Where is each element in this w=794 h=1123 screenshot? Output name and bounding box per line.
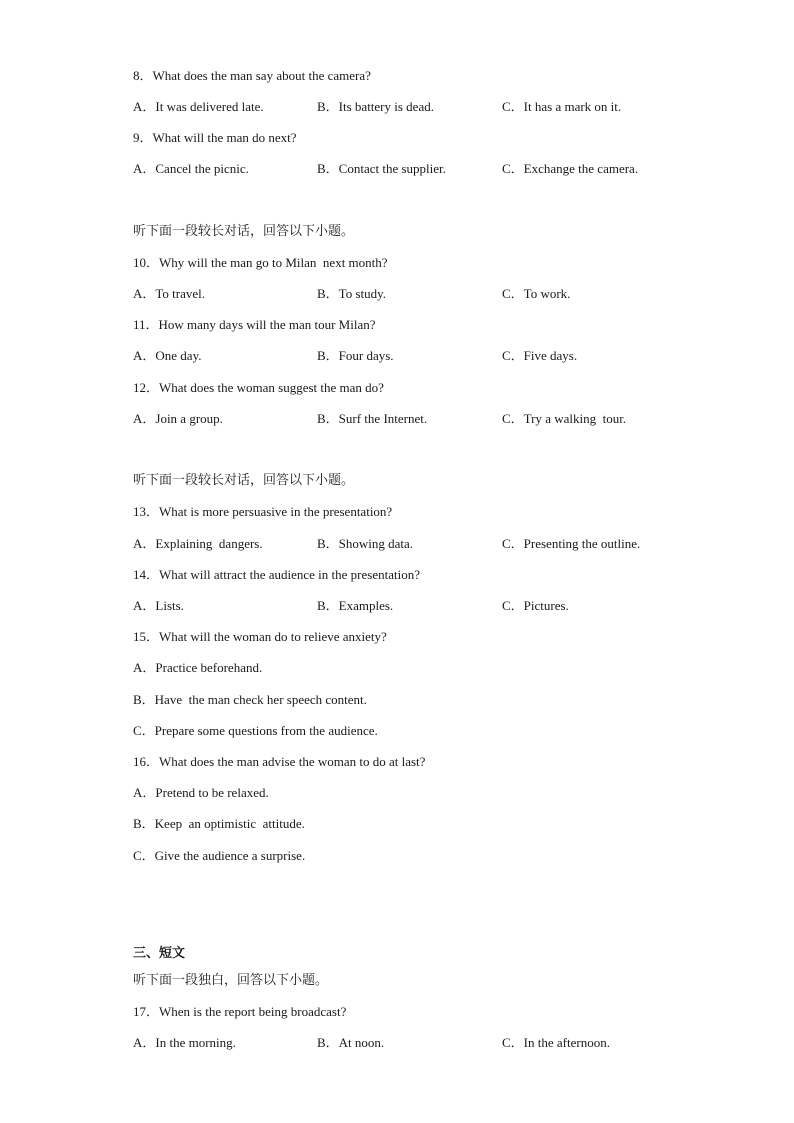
- question-11-option-c: C．Five days.: [502, 348, 578, 363]
- question-13-option-c: C．Presenting the outline.: [502, 536, 641, 551]
- question-8-option-b: B．Its battery is dead.: [317, 99, 434, 114]
- question-14-option-b: B．Examples.: [317, 598, 394, 613]
- question-14-option-a: A．Lists.: [133, 598, 184, 613]
- question-15-stem: 15．What will the woman do to relieve anxiety?: [133, 629, 387, 644]
- question-12-option-c: C．Try a walking tour.: [502, 411, 627, 426]
- question-11-option-a: A．One day.: [133, 348, 202, 363]
- question-15-option-b: B．Have the man check her speech content.: [133, 692, 367, 707]
- instruction-2: 听下面一段较长对话，回答以下小题。: [133, 473, 355, 488]
- question-10-option-b: B．To study.: [317, 286, 387, 301]
- question-16-option-a: A．Pretend to be relaxed.: [133, 785, 269, 800]
- question-16-option-b: B．Keep an optimistic attitude.: [133, 816, 305, 831]
- question-17-option-a: A．In the morning.: [133, 1035, 236, 1050]
- question-12-option-b: B．Surf the Internet.: [317, 411, 428, 426]
- question-8-option-a: A．It was delivered late.: [133, 99, 264, 114]
- question-10-option-c: C．To work.: [502, 286, 571, 301]
- question-13-option-b: B．Showing data.: [317, 536, 414, 551]
- question-15-option-c: C．Prepare some questions from the audience.: [133, 723, 378, 738]
- question-9-option-b: B．Contact the supplier.: [317, 161, 446, 176]
- question-9-option-c: C．Exchange the camera.: [502, 161, 639, 176]
- question-16-stem: 16．What does the man advise the woman to do at last?: [133, 754, 426, 769]
- question-10-option-a: A．To travel.: [133, 286, 206, 301]
- section-heading: 三、短文: [133, 946, 186, 961]
- question-12-option-a: A．Join a group.: [133, 411, 223, 426]
- question-17-option-b: B．At noon.: [317, 1035, 385, 1050]
- question-14-stem: 14．What will attract the audience in the presentation?: [133, 567, 420, 582]
- question-8-stem: 8．What does the man say about the camera?: [133, 68, 371, 83]
- question-11-option-b: B．Four days.: [317, 348, 394, 363]
- instruction-1: 听下面一段较长对话，回答以下小题。: [133, 224, 355, 239]
- question-17-stem: 17．When is the report being broadcast?: [133, 1004, 347, 1019]
- question-16-option-c: C．Give the audience a surprise.: [133, 848, 306, 863]
- question-13-option-a: A．Explaining dangers.: [133, 536, 263, 551]
- question-8-option-c: C．It has a mark on it.: [502, 99, 622, 114]
- question-11-stem: 11．How many days will the man tour Milan?: [133, 317, 376, 332]
- question-17-option-c: C．In the afternoon.: [502, 1035, 610, 1050]
- question-10-stem: 10．Why will the man go to Milan next month?: [133, 255, 388, 270]
- instruction-3: 听下面一段独白，回答以下小题。: [133, 973, 329, 988]
- question-12-stem: 12．What does the woman suggest the man do?: [133, 380, 384, 395]
- question-15-option-a: A．Practice beforehand.: [133, 660, 263, 675]
- question-13-stem: 13．What is more persuasive in the presentation?: [133, 504, 393, 519]
- question-9-stem: 9．What will the man do next?: [133, 130, 297, 145]
- question-14-option-c: C．Pictures.: [502, 598, 569, 613]
- question-9-option-a: A．Cancel the picnic.: [133, 161, 249, 176]
